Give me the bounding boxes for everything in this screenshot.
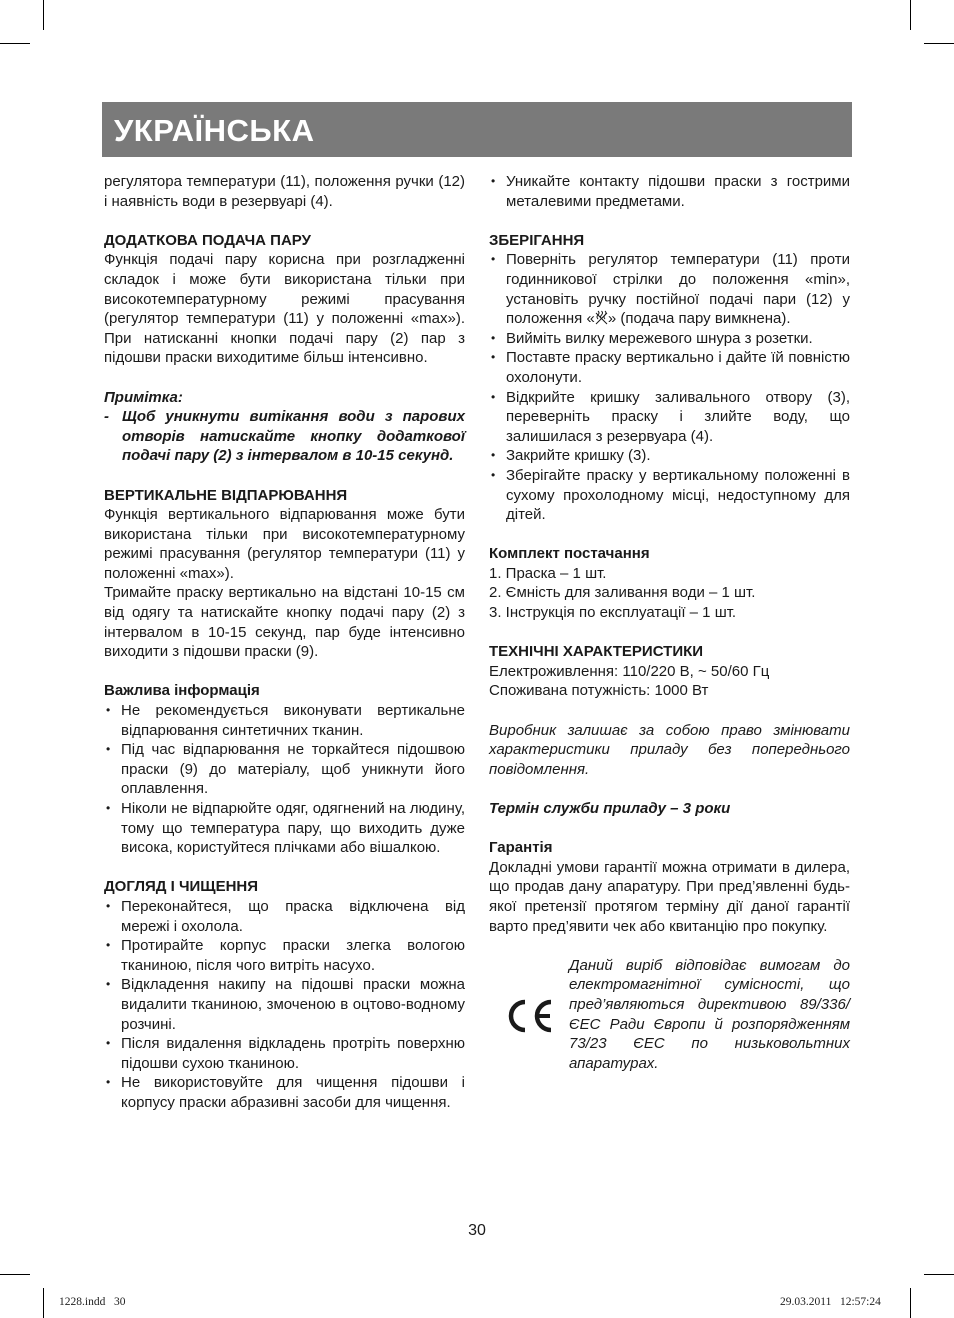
list-item: 2. Ємність для заливання води – 1 шт. (489, 584, 756, 602)
intro-paragraph: регулятора температури (11), положення ручки (12) і наявність води в резервуарі (4). (104, 173, 465, 210)
list-item: • Поверніть регулятор температури (11) проти годинникової стрілки до положення «min», установіть ручку постійної подачі пари (12) у положення « » (подача пару вимкнена). (489, 250, 850, 328)
continued-list (489, 172, 850, 211)
specs-power-supply: Електроживлення: 110/220 В, ~ 50/60 Гц (489, 662, 770, 680)
list-item: • Ніколи не відпарюйте одяг, одягнений на людину, тому що температура пару, що виходить дуже висока, користуйтеся плічками або вішалкою. (104, 799, 465, 858)
specs-power: Споживана потужність: 1000 Вт (489, 682, 709, 700)
vertical-steam-heading: ВЕРТИКАЛЬНЕ ВІДПАРЮВАННЯ (104, 486, 348, 504)
boost-steam-paragraph: Функція подачі пару корисна при розгладженні складок і може бути використана тільки при високотемпературному режимі прасування (регулятор температури (11) у положенні «max»). При натисканні кнопки подачі пару (2) пар з підошви праски виходитиме більш інтенсивно. (104, 251, 465, 367)
lifetime-text: Термін служби приладу – 3 роки (489, 800, 731, 817)
list-item: • Під час відпарювання не торкайтеся підошвою праски (9) до матеріалу, щоб уникнути його оплавлення. (104, 740, 465, 799)
list-item: • Вийміть вилку мережевого шнура з розетки. (489, 329, 850, 349)
note-text: - Щоб уникнути витікання води з парових отворів натискайте кнопку додаткової подачі пару (2) з інтервалом в 10-15 секунд. (104, 407, 465, 466)
note-heading: Примітка: (104, 388, 183, 406)
care-cleaning-heading: ДОГЛЯД І ЧИЩЕННЯ (104, 878, 259, 896)
warranty-paragraph: Докладні умови гарантії можна отримати в дилера, що продав дану апаратуру. При пред’явленні будь-якої претензії протягом терміну дії даної гарантії варто пред’явити чек або квитанцію про покупку. (489, 858, 850, 935)
kit-list (489, 564, 850, 623)
crop-mark (924, 1274, 954, 1275)
page-number: 30 (468, 1222, 486, 1239)
list-item: • Переконайтеся, що праска відключена від мережі і охолола. (104, 897, 465, 936)
vertical-steam-paragraph-2: Тримайте праску вертикально на відстані 10-15 см від одягу та натискайте кнопку подачі пару (2) з інтервалом в 10-15 секунд, пар буде інтенсивно виходити з підошви праски (9). (104, 584, 465, 661)
disclaimer-text: Виробник залишає за собою право змінювати характеристики приладу без попереднього повідомлення. (489, 721, 850, 778)
care-cleaning-list (104, 897, 465, 1113)
list-item: • Не рекомендується виконувати вертикальне відпарювання синтетичних тканин. (104, 701, 465, 740)
list-item: • Уникайте контакту підошви праски з гострими металевими предметами. (489, 172, 850, 211)
important-info-list (104, 701, 465, 858)
specs-heading: ТЕХНІЧНІ ХАРАКТЕРИСТИКИ (489, 643, 704, 661)
list-item: • Протирайте корпус праски злегка вологою тканиною, після чого витріть насухо. (104, 936, 465, 975)
page-title: УКРАЇНСЬКА (114, 113, 315, 148)
boost-steam-heading: ДОДАТКОВА ПОДАЧА ПАРУ (104, 231, 311, 249)
ce-compliance-text: Даний виріб відповідає вимогам до електромагнітної сумісності, що пред’являються директивою 89/336/ЄЕС Ради Європи й розпорядженням 73/23 ЄЕС по низьковольтних апаратурах. (569, 956, 850, 1072)
crop-mark (910, 1288, 911, 1318)
date-info: 29.03.2011 12:57:24 (780, 1296, 881, 1308)
crop-mark (0, 1274, 30, 1275)
crop-mark (43, 0, 44, 30)
crop-mark (910, 0, 911, 30)
section-header (102, 102, 852, 157)
storage-list (489, 250, 850, 524)
crop-mark (43, 1288, 44, 1318)
ce-compliance-block (489, 956, 850, 1074)
list-item: • Закрийте кришку (3). (489, 446, 850, 466)
storage-heading: ЗБЕРІГАННЯ (489, 231, 585, 249)
file-info: 1228.indd 30 (59, 1296, 126, 1308)
vertical-steam-paragraph-1: Функція вертикального відпарювання може бути використана тільки при високотемпературному режимі прасування (регулятор температури (11) у положенні «max»). (104, 506, 465, 582)
list-item: • Не використовуйте для чищення підошви і корпусу праски абразивні засоби для чищення. (104, 1073, 465, 1112)
list-item: 1. Праска – 1 шт. (489, 564, 607, 582)
list-item: • Відкладення накипу на підошві праски можна видалити тканиною, змоченою в оцтово-водному розчині. (104, 975, 465, 1034)
ce-mark-icon (503, 996, 555, 1036)
list-item: • Зберігайте праску у вертикальному положенні в сухому прохолодному місці, недоступному для дітей. (489, 466, 850, 525)
list-item: • Поставте праску вертикально і дайте їй повністю охолонути. (489, 348, 850, 387)
list-item: 3. Інструкція по експлуатації – 1 шт. (489, 604, 737, 622)
list-item: • Після видалення відкладень протріть поверхню підошви сухою тканиною. (104, 1034, 465, 1073)
crop-mark (0, 43, 30, 44)
steam-off-icon (595, 310, 608, 325)
important-info-heading: Важлива інформація (104, 682, 260, 700)
kit-heading: Комплект постачання (489, 545, 650, 563)
left-column (104, 172, 465, 1113)
right-column (489, 172, 850, 1074)
crop-mark (924, 43, 954, 44)
warranty-heading: Гарантія (489, 839, 553, 857)
list-item: • Відкрийте кришку заливального отвору (3), переверніть праску і злийте воду, що залишилася з резервуара (4). (489, 388, 850, 447)
